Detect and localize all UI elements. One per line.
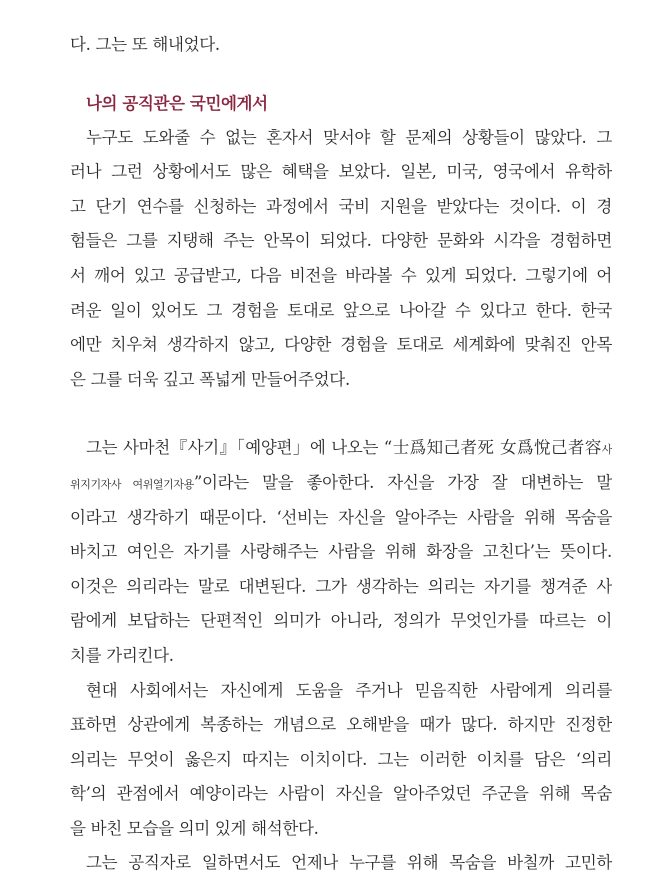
text-main: ”이라는 말을 좋아한다. 자신을 가장 잘 대변하는 말 [193,472,612,492]
text-main: 그는 사마천『사기』「예양편」에 나오는 “士爲知己者死 女爲悅己者容 [86,438,602,458]
text-line: 람에게 보답하는 단편적인 의미가 아니라, 정의가 무엇인가를 따르는 이 [70,611,612,631]
paragraph-1 [70,121,612,398]
text-line: 려운 일이 있어도 그 경험을 토대로 앞으로 나아갈 수 있다고 한다. 한국 [70,300,612,320]
text-line: 다. 그는 또 해내었다. [70,35,220,54]
text-line: 이라고 생각하기 때문이다. ‘선비는 자신을 알아주는 사람을 위해 목숨을 [70,507,612,527]
paragraph-2 [70,431,612,673]
text-line: 이것은 의리라는 말로 대변된다. 그가 생각하는 의리는 자기를 챙겨준 사 [70,576,612,596]
text-line: 표하면 상관에게 복종하는 개념으로 오해받을 때가 많다. 하지만 진정한 [70,715,612,735]
text-line: 에만 치우쳐 생각하지 않고, 다양한 경험을 토대로 세계화에 맞춰진 안목 [70,335,612,355]
section-heading: 나의 공직관은 국민에게서 [86,93,268,113]
text-line: 고 단기 연수를 신청하는 과정에서 국비 지원을 받았다는 것이다. 이 경 [70,196,612,216]
text-line: 의리는 무엇이 옳은지 따지는 이치이다. 그는 이러한 이치를 담은 ‘의리 [70,749,612,769]
text-line [70,466,612,501]
reading-gloss: 위지기자사 여위열기자용 [70,477,194,491]
text-line [70,431,612,466]
text-line: 학’의 관점에서 예양이라는 사람이 자신을 알아주었던 주군을 위해 목숨 [70,784,612,804]
text-line: 누구도 도와줄 수 없는 혼자서 맞서야 할 문제의 상황들이 많았다. 그 [86,127,612,147]
text-line: 그는 공직자로 일하면서도 언제나 누구를 위해 목숨을 바칠까 고민하 [86,853,612,873]
paragraph-3 [70,674,612,847]
text-line: 험들은 그를 지탱해 주는 안목이 되었다. 다양한 문화와 시각을 경험하면 [70,231,612,251]
text-line: 은 그를 더욱 깊고 폭넓게 만들어주었다. [70,369,350,389]
text-line: 치를 가리킨다. [70,645,174,665]
text-line: 바치고 여인은 자기를 사랑해주는 사람을 위해 화장을 고친다’는 뜻이다. [70,542,612,562]
text-line: 러나 그런 상황에서도 많은 혜택을 보았다. 일본, 미국, 영국에서 유학하 [70,162,612,182]
reading-gloss: 사 [601,443,612,457]
text-line: 서 깨어 있고 공급받고, 다음 비전을 바라볼 수 있게 되었다. 그렇기에 어 [70,265,612,285]
text-line: 현대 사회에서는 자신에게 도움을 주거나 믿음직한 사람에게 의리를 [86,680,612,700]
text-line: 을 바친 모습을 의미 있게 해석한다. [70,818,319,838]
paragraph-4 [70,846,612,881]
paragraph-gap [70,397,612,431]
